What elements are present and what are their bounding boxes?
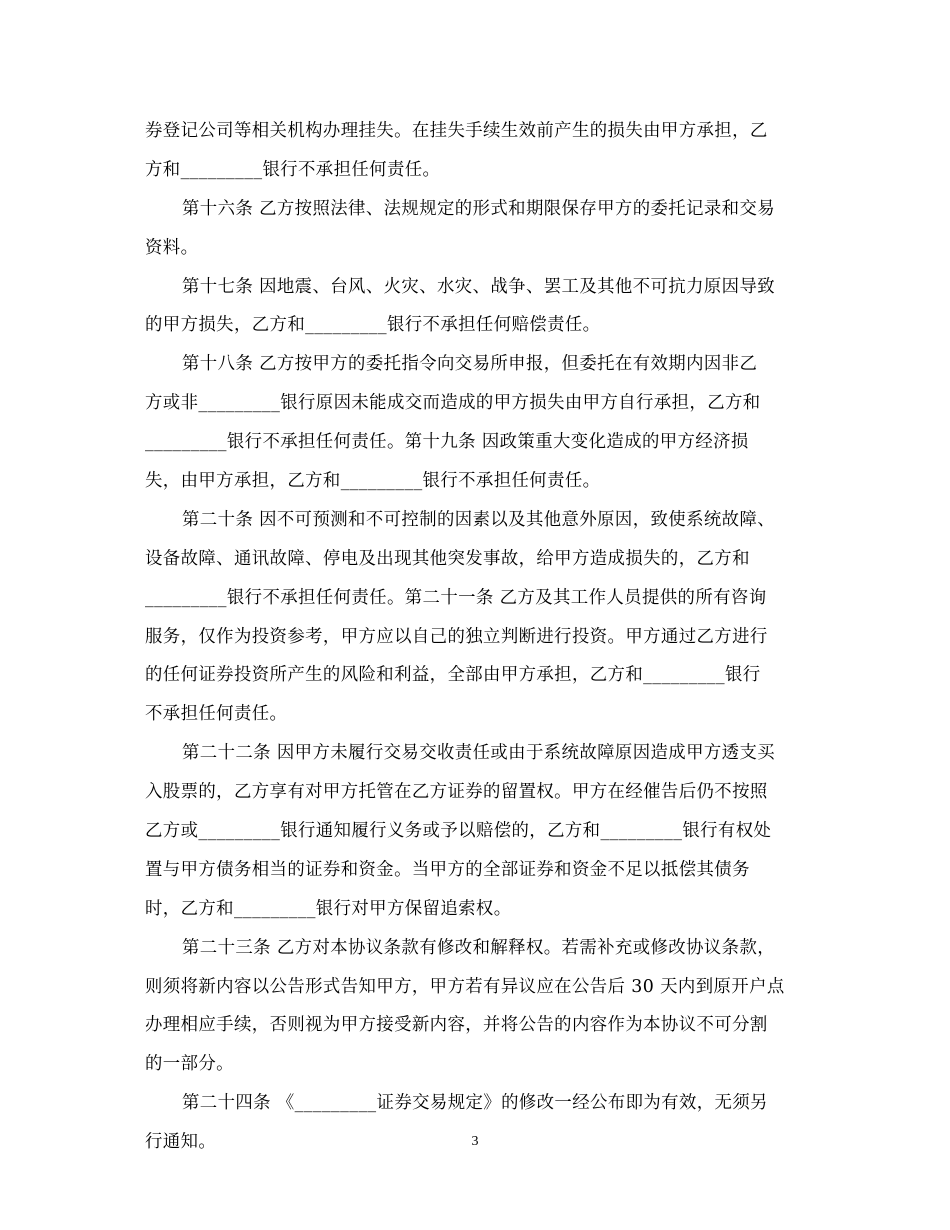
text-line: 设备故障、通讯故障、停电及出现其他突发事故，给甲方造成损失的，乙方和 <box>145 548 750 569</box>
text-line: 资料。 <box>145 237 199 258</box>
text-line: 则须将新内容以公告形式告知甲方，甲方若有异议应在公告后 30 天内到原开户点 <box>145 976 785 997</box>
text-line: 券登记公司等相关机构办理挂失。在挂失手续生效前产生的损失由甲方承担，乙 <box>145 121 768 141</box>
text-line: 的任何证券投资所产生的风险和利益，全部由甲方承担，乙方和_________银行 <box>145 665 761 686</box>
article-20-line: 第二十条 因不可预测和不可控制的因素以及其他意外原因，致使系统故障、 <box>182 509 776 530</box>
text-line: _________银行不承担任何责任。第十九条 因政策重大变化造成的甲方经济损 <box>145 432 749 453</box>
page-number: 3 <box>471 1134 479 1149</box>
document-body <box>145 112 810 1162</box>
text-line: 入股票的，乙方享有对甲方托管在乙方证券的留置权。甲方在经催告后仍不按照 <box>145 782 768 803</box>
text-line: 失，由甲方承担，乙方和_________银行不承担任何责任。 <box>145 471 601 492</box>
text-line: 的甲方损失，乙方和_________银行不承担任何赔偿责任。 <box>145 315 601 336</box>
article-16-line: 第十六条 乙方按照法律、法规规定的形式和期限保存甲方的委托记录和交易 <box>182 198 776 219</box>
text-line: _________银行不承担任何责任。第二十一条 乙方及其工作人员提供的所有咨询 <box>145 587 767 608</box>
article-18-line: 第十八条 乙方按甲方的委托指令向交易所申报，但委托在有效期内因非乙 <box>182 354 758 375</box>
article-23-line: 第二十三条 乙方对本协议条款有修改和解释权。若需补充或修改协议条款， <box>182 937 776 958</box>
article-24-line: 第二十四条 《_________证券交易规定》的修改一经公布即为有效，无须另 <box>182 1093 768 1114</box>
text-line: 办理相应手续，否则视为甲方接受新内容，并将公告的内容作为本协议不可分割 <box>145 1015 768 1036</box>
text-line: 的一部分。 <box>145 1054 234 1075</box>
text-line: 方和_________银行不承担任何责任。 <box>145 159 441 180</box>
article-17-line: 第十七条 因地震、台风、火灾、水灾、战争、罢工及其他不可抗力原因导致 <box>182 276 776 297</box>
text-line: 置与甲方债务相当的证券和资金。当甲方的全部证券和资金不足以抵偿其债务 <box>145 859 750 880</box>
text-line: 方或非_________银行原因未能成交而造成的甲方损失由甲方自行承担，乙方和 <box>145 393 761 414</box>
text-line: 行通知。 <box>145 1132 217 1153</box>
text-line: 时，乙方和_________银行对甲方保留追索权。 <box>145 898 512 919</box>
text-line: 乙方或_________银行通知履行义务或予以赔偿的，乙方和_________银行有权处 <box>145 821 772 842</box>
text-line: 不承担任何责任。 <box>145 704 288 725</box>
text-line: 服务，仅作为投资参考，甲方应以自己的独立判断进行投资。甲方通过乙方进行 <box>145 626 768 647</box>
article-22-line: 第二十二条 因甲方未履行交易交收责任或由于系统故障原因造成甲方透支买 <box>182 743 776 764</box>
